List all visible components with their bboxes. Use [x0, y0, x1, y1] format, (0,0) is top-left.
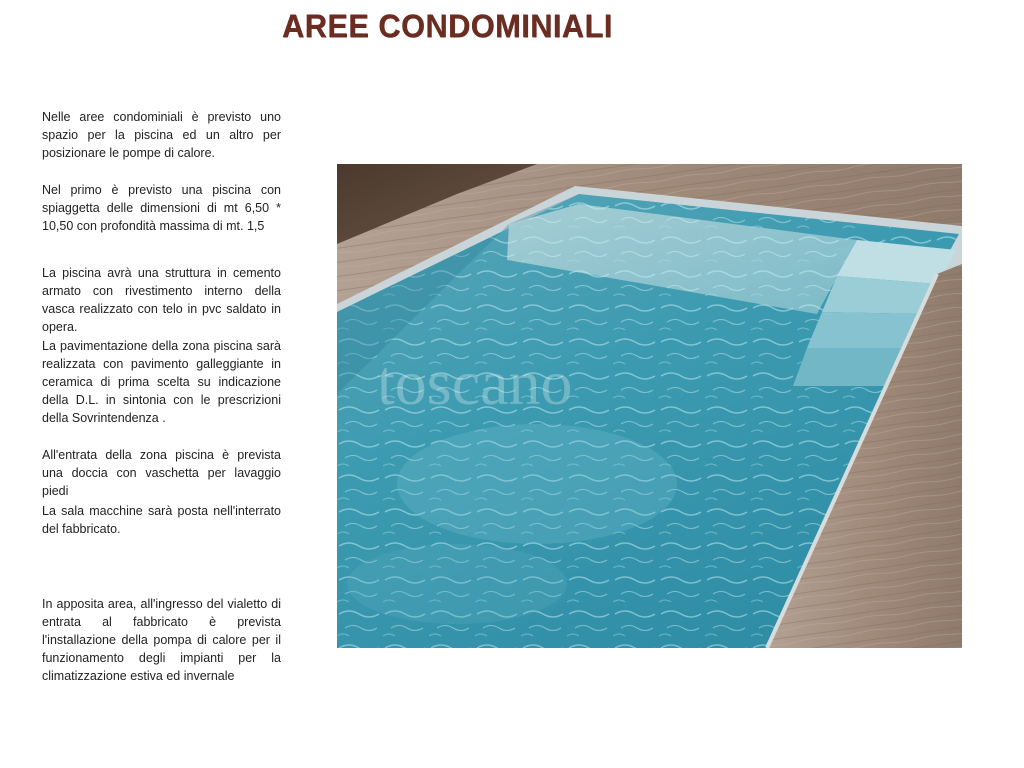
paragraph-heat-pump: In apposita area, all'ingresso del vialetto di entrata al fabbricato è prevista l'installazione della pompa di calore per il funzionamento degli impianti per la climatizzazione estiva ed invernale	[42, 597, 281, 683]
paragraph-flooring: La pavimentazione della zona piscina sarà realizzata con pavimento galleggiante in ceramica di prima scelta su indicazione della D.L. in sintonia con le prescrizioni della Sovrintendenza .	[42, 339, 281, 425]
paragraph-pool-dimensions: Nel primo è previsto una piscina con spiaggetta delle dimensioni di mt 6,50 * 10,50 con profondità massima di mt. 1,5	[42, 183, 281, 233]
paragraph-machine-room: La sala macchine sarà posta nell'interrato del fabbricato.	[42, 504, 281, 536]
paragraph-areas: Nelle aree condominiali è previsto uno spazio per la piscina ed un altro per posizionare le pompe di calore.	[42, 110, 281, 160]
pool-photo	[337, 164, 962, 648]
paragraph-shower: All'entrata della zona piscina è prevista una doccia con vaschetta per lavaggio piedi	[42, 448, 281, 498]
page-title: AREE CONDOMINIALI	[282, 8, 613, 44]
paragraph-pool-structure: La piscina avrà una struttura in cemento armato con rivestimento interno della vasca realizzato con telo in pvc saldato in opera.	[42, 266, 281, 334]
watermark: toscano	[377, 347, 573, 418]
